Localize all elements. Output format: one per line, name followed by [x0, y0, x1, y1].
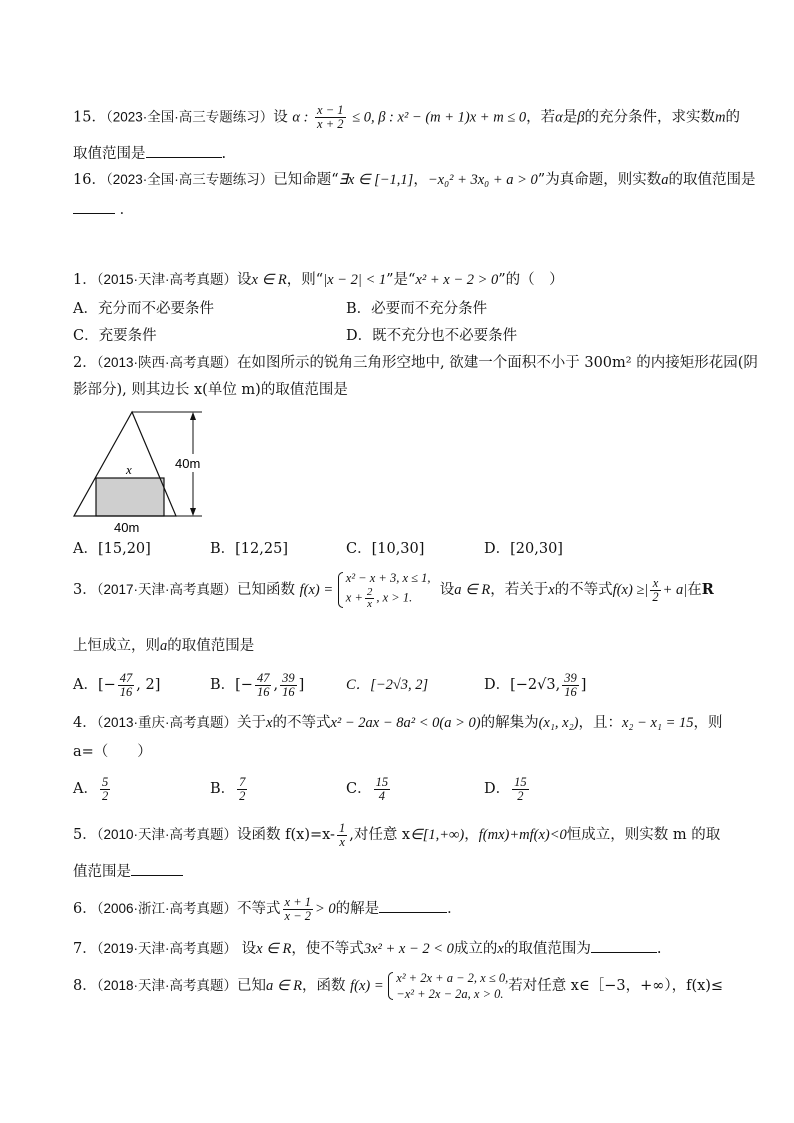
option-c: C．[−2√3, 2] [346, 677, 429, 693]
option-a: A． $\frac{5}{2}$ [73, 774, 109, 803]
piecewise-function: x² − x + 3, x ≤ 1, x + $\frac{2}{x}$ , x > 1. [338, 570, 431, 610]
question-5-line-2: 值范围是 [73, 860, 754, 882]
answer-blank [379, 897, 447, 913]
answer-blank [146, 142, 222, 158]
fraction: $\frac{x - 1}{x + 2}$ [317, 103, 344, 131]
question-15-line-1: 15．（2023·全国·高三专题练习）设 α : $\frac{x - 1}{x + 2}$ ≤ 0, β : x² − (m + 1)x + m ≤ 0，若α是β的充分条件，求实数m的 [73, 103, 740, 131]
option-d: D．既不充分也不必要条件 [346, 328, 518, 344]
option-b: B．必要而不充分条件 [346, 301, 488, 317]
question-16-line-2: ． [73, 198, 754, 220]
question-2-line-1: 2．（2013·陕西·高考真题）在如图所示的锐角三角形空地中, 欲建一个面积不小于 300m² 的内接矩形花园(阴 [73, 355, 758, 371]
question-source: （2023·全国·高三专题练习） [105, 109, 274, 125]
question-7-line: 7．（2019·天津·高考真题） 设x ∈ R，使不等式3x² + x − 2 < 0成立的x的取值范围为 . [73, 937, 754, 959]
base-label: 40m [114, 520, 140, 535]
height-label: 40m [175, 456, 201, 471]
question-15-line-2: 取值范围是 . [73, 142, 754, 164]
triangle-figure [70, 408, 230, 538]
answer-blank [591, 937, 657, 953]
question-5-line-1: 5．（2010·天津·高考真题）设函数 f(x)=x- $\frac{1}{x}$ ,对任意 x∈[1,+∞)，f(mx)+mf(x)<0恒成立，则实数 m 的取 [73, 820, 721, 849]
arrow-down [190, 508, 196, 516]
option-c: C． $\frac{15}{4}$ [346, 774, 389, 803]
option-d: D．[−2√3, $\frac{39}{16}$ ] [484, 670, 587, 699]
question-16-line-1: 16．（2023·全国·高三专题练习）已知命题“∃x ∈ [−1,1]，−x₀² + 3x₀ + a > 0”为真命题，则实数a的取值范围是 [73, 172, 756, 188]
question-4-line-1: 4．（2013·重庆·高考真题）关于x的不等式x² − 2ax − 8a² < 0(a > 0)的解集为(x₁, x₂)，且：x₂ − x₁ = 15，则 [73, 715, 723, 731]
answer-blank [73, 198, 115, 214]
option-a: A．充分而不必要条件 [73, 301, 214, 317]
question-1-line: 1．（2015·天津·高考真题）设x ∈ R，则“|x − 2| < 1”是“x² + x − 2 > 0”的（ ） [73, 272, 564, 288]
option-c: C．[10,30] [346, 541, 425, 557]
piecewise-function: x² + 2x + a − 2, x ≤ 0, −x² + 2x − 2a, x > 0. [388, 970, 508, 1002]
option-a: A．[15,20] [73, 541, 151, 557]
question-8-line: 8．（2018·天津·高考真题）已知a ∈ R，函数 f(x) = x² + 2x + a − 2, x ≤ 0, −x² + 2x − 2a, x > 0. 若对任意 x∈［−3，+∞），f(x)≤ [73, 971, 724, 1001]
question-6-line: 6．（2006·浙江·高考真题）不等式 $\frac{x + 1}{x - 2}$ > 0的解是 ． [73, 894, 462, 923]
option-a: A．[− $\frac{47}{16}$ , 2] [73, 670, 161, 699]
question-number: 15． [73, 109, 106, 126]
option-d: D． $\frac{15}{2}$ [484, 774, 527, 803]
shaded-rectangle [96, 478, 164, 516]
option-d: D．[20,30] [484, 541, 563, 557]
question-3-line-1: 3．（2017·天津·高考真题）已知函数 f(x) = x² − x + 3, x ≤ 1, x + $\frac{2}{x}$ , x > 1. 设a ∈ R，若关于x的不等式f(x) ≥| $\frac{x}{2}$ + a|在R [73, 571, 714, 610]
option-c: C．充要条件 [73, 328, 157, 344]
option-b: B．[12,25] [210, 541, 288, 557]
width-label-x: x [126, 462, 132, 477]
question-2-line-2: 影部分), 则其边长 x(单位 m)的取值范围是 [73, 382, 348, 398]
question-3-line-2: 上恒成立，则a的取值范围是 [73, 638, 255, 654]
option-b: B． $\frac{7}{2}$ [210, 774, 246, 803]
arrow-up [190, 412, 196, 420]
answer-blank [131, 860, 183, 876]
question-4-line-2: a=（ ） [73, 744, 152, 760]
option-b: B．[− $\frac{47}{16}$ , $\frac{39}{16}$ ] [210, 670, 305, 699]
